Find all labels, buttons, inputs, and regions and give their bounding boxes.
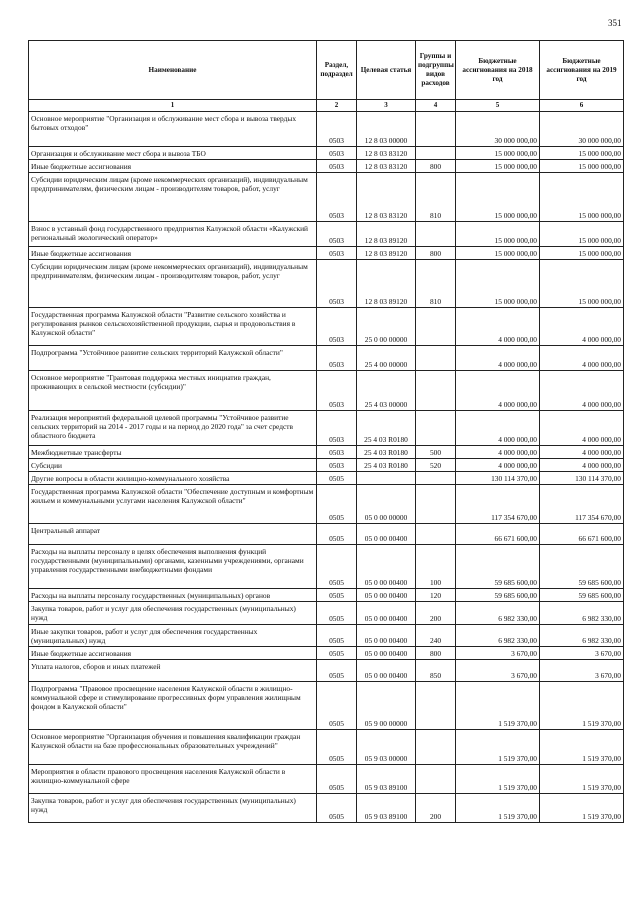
cell-section: 0503 (317, 411, 357, 446)
table-row (29, 472, 624, 485)
cell-name: Центральный аппарат (29, 524, 317, 545)
cell-target: 12 8 03 83120 (357, 160, 416, 173)
cell-section: 0505 (317, 485, 357, 524)
cell-y2019: 1 519 370,00 (540, 730, 624, 765)
cell-y2019: 117 354 670,00 (540, 485, 624, 524)
cell-y2018: 15 000 000,00 (456, 260, 540, 308)
cell-y2018: 1 519 370,00 (456, 730, 540, 765)
cell-section: 0503 (317, 112, 357, 147)
cell-y2019: 4 000 000,00 (540, 459, 624, 472)
cell-group (416, 682, 456, 730)
cell-y2018: 1 519 370,00 (456, 765, 540, 794)
cell-y2019: 130 114 370,00 (540, 472, 624, 485)
cell-group: 200 (416, 602, 456, 625)
table-row (29, 589, 624, 602)
header-target: Целевая статья (357, 41, 416, 100)
cell-target: 12 8 03 89120 (357, 247, 416, 260)
cell-y2018: 15 000 000,00 (456, 173, 540, 222)
cell-group (416, 472, 456, 485)
cell-name: Субсидии юридическим лицам (кроме некоммерческих организаций), индивидуальным предпринимателям, физическим лицам - производителям товаров, работ, услуг (29, 260, 317, 308)
table-row (29, 794, 624, 823)
table-row (29, 660, 624, 682)
cell-group: 500 (416, 446, 456, 459)
cell-target: 05 0 00 00400 (357, 545, 416, 589)
table-row (29, 485, 624, 524)
cell-group (416, 765, 456, 794)
table-row (29, 173, 624, 222)
cell-group: 800 (416, 647, 456, 660)
header-section: Раздел, подраздел (317, 41, 357, 100)
cell-section: 0505 (317, 472, 357, 485)
cell-y2018: 59 685 600,00 (456, 589, 540, 602)
cell-target: 12 8 03 00000 (357, 112, 416, 147)
cell-name: Иные закупки товаров, работ и услуг для обеспечения государственных (муниципальных) нужд (29, 625, 317, 647)
cell-group: 800 (416, 247, 456, 260)
cell-group (416, 222, 456, 247)
cell-group: 810 (416, 260, 456, 308)
table-row (29, 446, 624, 459)
cell-group: 850 (416, 660, 456, 682)
table-row (29, 222, 624, 247)
col-number: 4 (416, 100, 456, 112)
cell-section: 0503 (317, 346, 357, 371)
table-row (29, 682, 624, 730)
header-row (29, 41, 624, 100)
cell-name: Подпрограмма "Правовое просвещение населения Калужской области в жилищно-коммунальной сфере и стимулирование прогрессивных форм управления жилищным фондом в Калужской области" (29, 682, 317, 730)
cell-y2018: 15 000 000,00 (456, 222, 540, 247)
cell-section: 0505 (317, 545, 357, 589)
table-row (29, 371, 624, 411)
cell-target: 05 0 00 00400 (357, 589, 416, 602)
header-2019: Бюджетные ассигнования на 2019 год (540, 41, 624, 100)
table-row (29, 247, 624, 260)
cell-name: Другие вопросы в области жилищно-коммунального хозяйства (29, 472, 317, 485)
cell-y2019: 59 685 600,00 (540, 589, 624, 602)
cell-section: 0505 (317, 524, 357, 545)
col-number: 1 (29, 100, 317, 112)
cell-section: 0503 (317, 260, 357, 308)
cell-target: 12 8 03 83120 (357, 173, 416, 222)
column-number-row (29, 100, 624, 112)
cell-y2018: 4 000 000,00 (456, 459, 540, 472)
cell-target: 05 0 00 00400 (357, 602, 416, 625)
cell-target: 05 9 03 00000 (357, 730, 416, 765)
cell-name: Взнос в уставный фонд государственного предприятия Калужской области «Калужский региональный экологический оператор» (29, 222, 317, 247)
cell-section: 0503 (317, 173, 357, 222)
cell-target: 25 4 03 R0180 (357, 459, 416, 472)
cell-y2018: 4 000 000,00 (456, 446, 540, 459)
cell-y2018: 59 685 600,00 (456, 545, 540, 589)
table-row (29, 160, 624, 173)
header-group: Группы и подгруппы видов расходов (416, 41, 456, 100)
header-2018: Бюджетные ассигнования на 2018 год (456, 41, 540, 100)
cell-name: Расходы на выплаты персоналу в целях обеспечения выполнения функций государственными (муниципальными) органами, казенными учреждениями, органами управления государственными внебюджетными фондами (29, 545, 317, 589)
cell-group (416, 308, 456, 346)
cell-y2018: 4 000 000,00 (456, 308, 540, 346)
cell-y2018: 1 519 370,00 (456, 794, 540, 823)
cell-y2019: 4 000 000,00 (540, 346, 624, 371)
cell-y2018: 15 000 000,00 (456, 247, 540, 260)
cell-y2019: 15 000 000,00 (540, 247, 624, 260)
cell-y2019: 15 000 000,00 (540, 173, 624, 222)
cell-y2018: 4 000 000,00 (456, 411, 540, 446)
table-row (29, 524, 624, 545)
table-row (29, 346, 624, 371)
cell-target: 05 0 00 00400 (357, 625, 416, 647)
table-row (29, 730, 624, 765)
cell-group: 520 (416, 459, 456, 472)
table-row (29, 602, 624, 625)
cell-group (416, 346, 456, 371)
cell-y2019: 4 000 000,00 (540, 411, 624, 446)
cell-y2018: 4 000 000,00 (456, 371, 540, 411)
cell-y2019: 4 000 000,00 (540, 371, 624, 411)
cell-name: Расходы на выплаты персоналу государственных (муниципальных) органов (29, 589, 317, 602)
cell-group: 810 (416, 173, 456, 222)
cell-group: 120 (416, 589, 456, 602)
cell-y2019: 15 000 000,00 (540, 222, 624, 247)
cell-name: Закупка товаров, работ и услуг для обеспечения государственных (муниципальных) нужд (29, 794, 317, 823)
col-number: 3 (357, 100, 416, 112)
cell-y2019: 15 000 000,00 (540, 147, 624, 160)
cell-target: 05 9 03 89100 (357, 765, 416, 794)
cell-y2019: 1 519 370,00 (540, 682, 624, 730)
table-row (29, 112, 624, 147)
cell-name: Государственная программа Калужской области "Обеспечение доступным и комфортным жильем и коммунальными услугами населения Калужской области" (29, 485, 317, 524)
cell-section: 0505 (317, 602, 357, 625)
cell-y2019: 30 000 000,00 (540, 112, 624, 147)
cell-section: 0505 (317, 765, 357, 794)
table-row (29, 308, 624, 346)
cell-group: 240 (416, 625, 456, 647)
table-row (29, 459, 624, 472)
page-number: 351 (608, 18, 622, 28)
cell-name: Подпрограмма "Устойчивое развитие сельских территорий Калужской области" (29, 346, 317, 371)
cell-section: 0505 (317, 794, 357, 823)
cell-y2018: 15 000 000,00 (456, 147, 540, 160)
cell-y2019: 3 670,00 (540, 647, 624, 660)
cell-target: 12 8 03 89120 (357, 222, 416, 247)
cell-y2019: 3 670,00 (540, 660, 624, 682)
cell-section: 0503 (317, 308, 357, 346)
cell-name: Реализация мероприятий федеральной целевой программы "Устойчивое развитие сельских территорий на 2014 - 2017 годы и на период до 2020 года" за счет средств областного бюджета (29, 411, 317, 446)
cell-target: 05 9 00 00000 (357, 682, 416, 730)
cell-y2019: 1 519 370,00 (540, 765, 624, 794)
col-number: 2 (317, 100, 357, 112)
col-number: 6 (540, 100, 624, 112)
cell-y2018: 1 519 370,00 (456, 682, 540, 730)
cell-target: 05 0 00 00400 (357, 660, 416, 682)
col-number: 5 (456, 100, 540, 112)
cell-y2018: 66 671 600,00 (456, 524, 540, 545)
cell-group: 200 (416, 794, 456, 823)
cell-target: 05 0 00 00000 (357, 485, 416, 524)
cell-y2018: 3 670,00 (456, 660, 540, 682)
cell-y2019: 66 671 600,00 (540, 524, 624, 545)
cell-target: 12 8 03 89120 (357, 260, 416, 308)
header-name: Наименование (29, 41, 317, 100)
cell-y2018: 15 000 000,00 (456, 160, 540, 173)
cell-target: 25 4 03 R0180 (357, 411, 416, 446)
cell-name: Организация и обслуживание мест сбора и вывоза ТБО (29, 147, 317, 160)
cell-y2019: 4 000 000,00 (540, 308, 624, 346)
cell-group (416, 730, 456, 765)
cell-name: Субсидии юридическим лицам (кроме некоммерческих организаций), индивидуальным предпринимателям, физическим лицам - производителям товаров, работ, услуг (29, 173, 317, 222)
cell-name: Основное мероприятие "Организация обучения и повышения квалификации граждан Калужской области на базе профессиональных образовательных учреждений" (29, 730, 317, 765)
cell-target: 25 4 00 00000 (357, 346, 416, 371)
cell-group (416, 112, 456, 147)
cell-section: 0505 (317, 730, 357, 765)
cell-y2018: 30 000 000,00 (456, 112, 540, 147)
cell-section: 0503 (317, 459, 357, 472)
cell-target: 05 0 00 00400 (357, 524, 416, 545)
cell-target: 25 4 03 R0180 (357, 446, 416, 459)
cell-section: 0505 (317, 647, 357, 660)
cell-y2019: 15 000 000,00 (540, 260, 624, 308)
cell-target: 25 4 03 00000 (357, 371, 416, 411)
cell-y2019: 59 685 600,00 (540, 545, 624, 589)
cell-section: 0503 (317, 222, 357, 247)
cell-target: 25 0 00 00000 (357, 308, 416, 346)
cell-group: 800 (416, 160, 456, 173)
cell-y2018: 117 354 670,00 (456, 485, 540, 524)
cell-y2019: 6 982 330,00 (540, 602, 624, 625)
cell-target: 05 9 03 89100 (357, 794, 416, 823)
table-row (29, 647, 624, 660)
cell-y2019: 1 519 370,00 (540, 794, 624, 823)
cell-section: 0505 (317, 589, 357, 602)
cell-name: Иные бюджетные ассигнования (29, 647, 317, 660)
cell-name: Субсидии (29, 459, 317, 472)
cell-section: 0503 (317, 160, 357, 173)
cell-y2018: 130 114 370,00 (456, 472, 540, 485)
cell-target: 05 0 00 00400 (357, 647, 416, 660)
cell-name: Основное мероприятие "Организация и обслуживание мест сбора и вывоза твердых бытовых отходов" (29, 112, 317, 147)
table-row (29, 260, 624, 308)
cell-name: Уплата налогов, сборов и иных платежей (29, 660, 317, 682)
budget-table (28, 40, 624, 823)
cell-y2018: 3 670,00 (456, 647, 540, 660)
table-row (29, 411, 624, 446)
cell-group (416, 485, 456, 524)
cell-target (357, 472, 416, 485)
cell-section: 0505 (317, 660, 357, 682)
cell-group (416, 371, 456, 411)
cell-name: Мероприятия в области правового просвещения населения Калужской области в жилищно-коммунальной сфере (29, 765, 317, 794)
table-row (29, 545, 624, 589)
cell-name: Иные бюджетные ассигнования (29, 247, 317, 260)
cell-name: Межбюджетные трансферты (29, 446, 317, 459)
cell-section: 0503 (317, 247, 357, 260)
cell-name: Иные бюджетные ассигнования (29, 160, 317, 173)
table-row (29, 625, 624, 647)
cell-section: 0503 (317, 446, 357, 459)
cell-name: Государственная программа Калужской области "Развитие сельского хозяйства и регулирования рынков сельскохозяйственной продукции, сырья и продовольствия в Калужской области" (29, 308, 317, 346)
cell-y2018: 6 982 330,00 (456, 602, 540, 625)
cell-y2019: 6 982 330,00 (540, 625, 624, 647)
cell-section: 0503 (317, 147, 357, 160)
cell-section: 0505 (317, 625, 357, 647)
cell-target: 12 8 03 83120 (357, 147, 416, 160)
cell-group (416, 524, 456, 545)
cell-y2019: 4 000 000,00 (540, 446, 624, 459)
cell-y2018: 4 000 000,00 (456, 346, 540, 371)
cell-section: 0503 (317, 371, 357, 411)
cell-group: 100 (416, 545, 456, 589)
cell-name: Основное мероприятие "Грантовая поддержка местных инициатив граждан, проживающих в сельской местности (субсидии)" (29, 371, 317, 411)
cell-y2018: 6 982 330,00 (456, 625, 540, 647)
table-row (29, 147, 624, 160)
table-row (29, 765, 624, 794)
cell-section: 0505 (317, 682, 357, 730)
cell-group (416, 411, 456, 446)
cell-name: Закупка товаров, работ и услуг для обеспечения государственных (муниципальных) нужд (29, 602, 317, 625)
cell-group (416, 147, 456, 160)
cell-y2019: 15 000 000,00 (540, 160, 624, 173)
